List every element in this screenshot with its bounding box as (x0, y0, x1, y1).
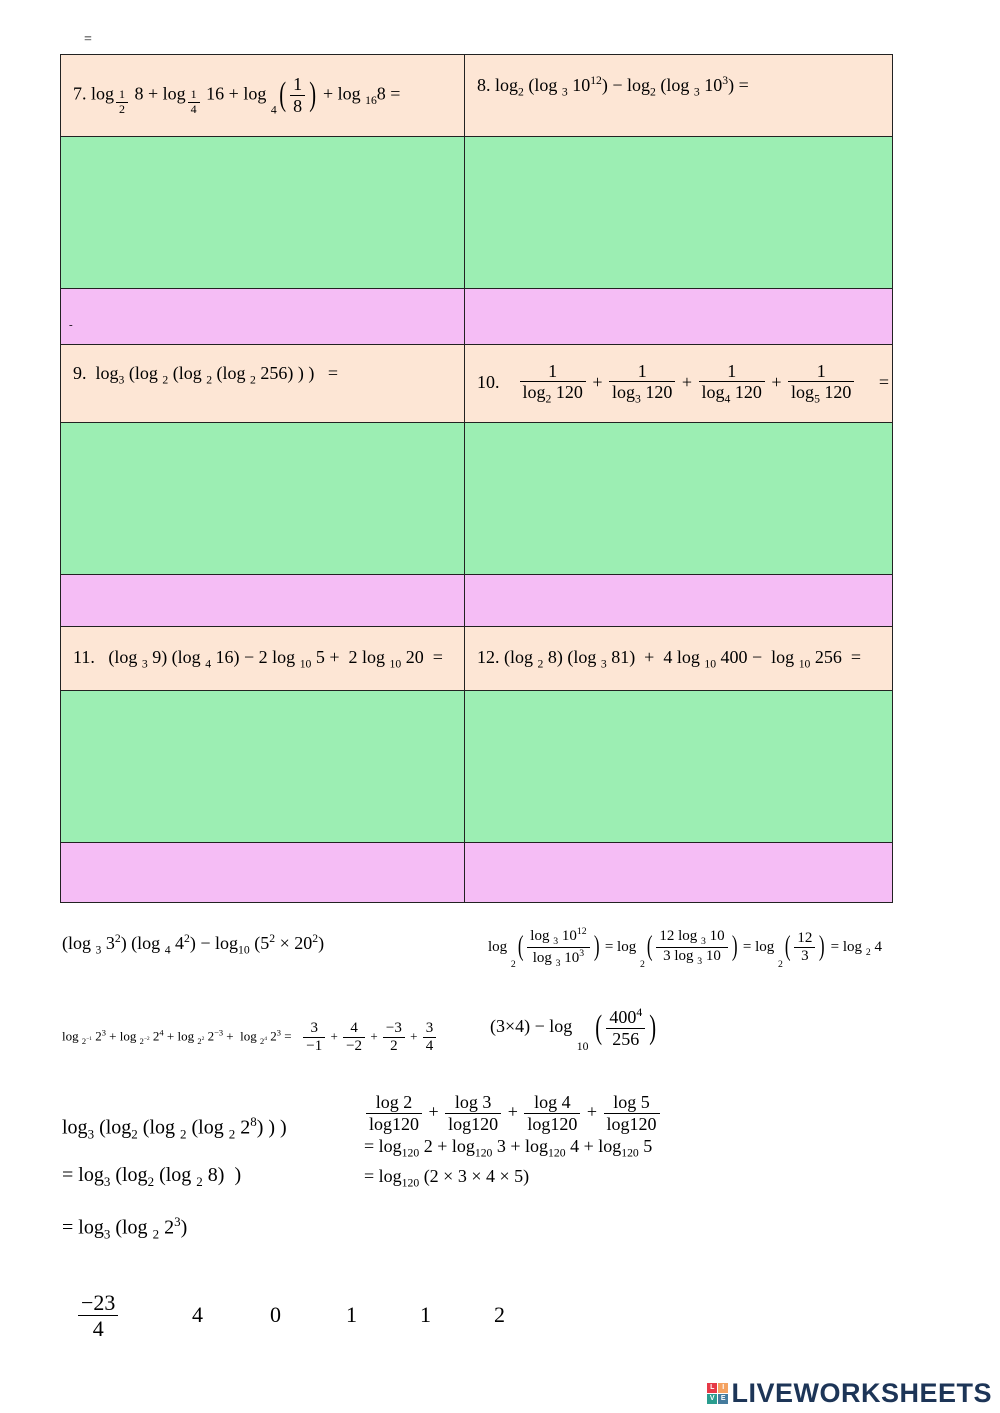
exercise-table (60, 54, 893, 903)
result-input-8[interactable] (465, 289, 893, 345)
stray-mark: - (69, 319, 73, 331)
step-card-q8[interactable]: log $_2$( $\frac{\log _3 10^{12}}{\log _3 10^3}$ ) = log $_2$( $\frac{12 \log _3 10}{3 \log _3 10}$ ) = log $_2$( $\frac{12}{3}$ ) = log $_2$ 4 (488, 926, 882, 971)
question-7-cell (61, 55, 465, 137)
logo-text: LIVEWORKSHEETS (731, 1378, 992, 1408)
question-11-text: 11. (log $_3$ 9) (log $_4$ 16) − 2 log $_{10}$ 5 + 2 log $_{10}$ 20 = (73, 646, 443, 671)
result-input-12[interactable] (465, 843, 893, 903)
answer-chip-1[interactable]: $\frac{-23}{4}$ (76, 1290, 120, 1342)
result-input-10[interactable] (465, 575, 893, 627)
result-input-11[interactable] (61, 843, 465, 903)
step-card-q10[interactable]: $\frac{\log 2}{\log 120}$ + $\frac{\log 3}{\log 120}$ + $\frac{\log 4}{\log 120}$ + $\frac{\log 5}{\log 120}$ = $\log_{120} 2 + \log_{120} 3 + \log_{120} 4 + \log_{120} 5$ = $\log_{120} (2 \times 3 \times 4 \times 5)$ (364, 1092, 662, 1190)
question-8-cell (465, 55, 893, 137)
question-9-text: 9. $\log_3 (\log$ $_2$ (log $_2$ (log $_2$ 256) ) ) = (73, 362, 339, 387)
result-input-9[interactable] (61, 575, 465, 627)
top-equals-mark: = (84, 32, 92, 47)
answer-input-7[interactable] (61, 137, 465, 289)
step-card-q11[interactable]: (log $_3$ $3^2$) (log $_4$ $4^2) - \log_{10} (5^2 \times 20^2)$ (62, 932, 325, 957)
step-card-q9[interactable]: $\log_3 (\log_2$ (log $_2$ (log $_2$ $2^8$) ) ) = $\log_3 (\log_2$ (log $_2$ 8) ) = $\log_3 (\log$ $_2$ $2^3$) (62, 1114, 287, 1242)
logo-icon: L I V E (707, 1383, 728, 1404)
answer-input-10[interactable] (465, 423, 893, 575)
answer-input-12[interactable] (465, 691, 893, 843)
answer-input-8[interactable] (465, 137, 893, 289)
question-12-cell (465, 627, 893, 691)
question-9-cell (61, 345, 465, 423)
answer-chip-4[interactable]: 1 (346, 1302, 357, 1327)
question-10-cell (465, 345, 893, 423)
step-card-q7[interactable]: log $_{2^{-1}}$ $2^3 + \log _{2^{-2}}$ $2^4 + \log _{2^2}$ $2^{-3} + \log _{2^4}$ $2^3$ = $\frac{3}{-1}$ + $\frac{4}{-2}$ + $\frac{-3}{2}$ + $\frac{3}{4}$ (62, 1020, 438, 1056)
step-card-q12[interactable]: (3×4) − log $_{10}$ ( $\frac{400^4}{256}$ ) (490, 1006, 657, 1053)
question-8-text: 8. $\log_2 (\log$ $_3$ $10^{12}) - \log_2 (\log$ $_3$ $10^3$) = (477, 74, 749, 99)
question-11-cell (61, 627, 465, 691)
answer-chip-5[interactable]: 1 (420, 1302, 431, 1327)
answer-chip-6[interactable]: 2 (494, 1302, 505, 1327)
answer-chip-3[interactable]: 0 (270, 1302, 281, 1327)
question-10-text: 10. $\frac{1}{\log_2 120}$ + $\frac{1}{\log_3 120}$ + $\frac{1}{\log_4 120}$ + $\frac{1}{\log_5 120}$ = (477, 360, 890, 406)
answer-input-11[interactable] (61, 691, 465, 843)
question-7-text: 7. log $\frac{1}{2}$ 8 + log $\frac{1}{4}$ 16 + log $_4$( $\frac{1}{8}$ ) + log $_{16}$8 = (73, 73, 401, 117)
question-12-text: 12. (log $_2$ 8) (log $_3$ 81) + 4 log $_{10}$ 400 − log $_{10}$ 256 = (477, 646, 862, 671)
liveworksheets-logo (707, 1378, 992, 1409)
result-input-7[interactable] (61, 289, 465, 345)
answer-input-9[interactable] (61, 423, 465, 575)
answer-chip-2[interactable]: 4 (192, 1302, 203, 1327)
